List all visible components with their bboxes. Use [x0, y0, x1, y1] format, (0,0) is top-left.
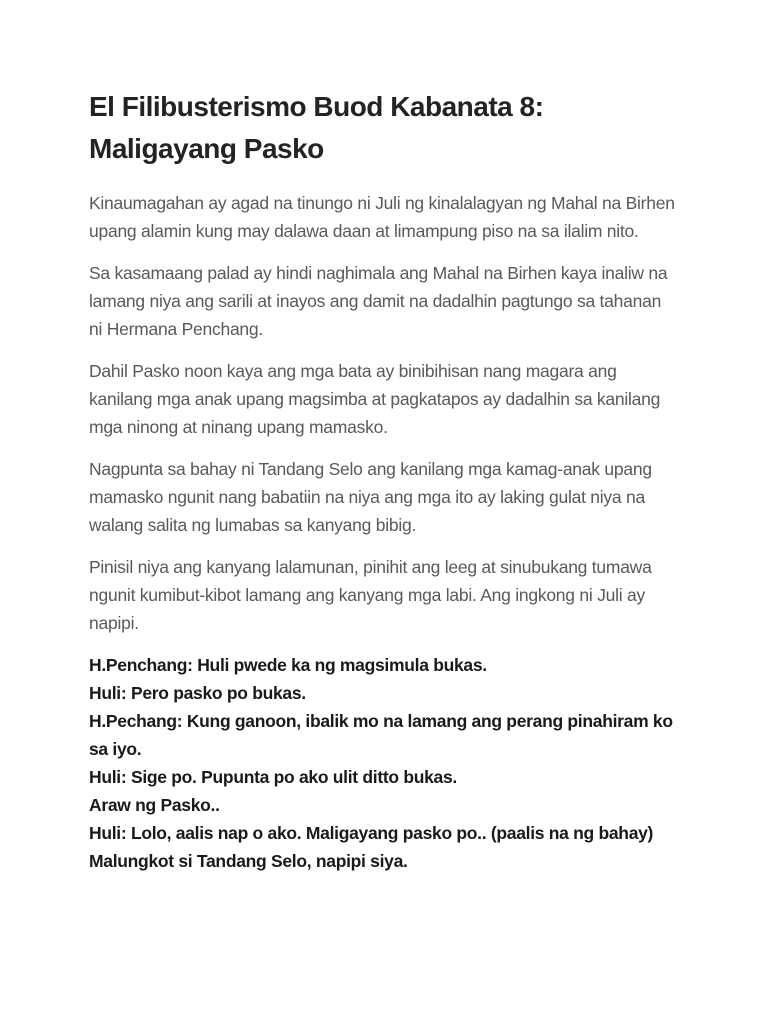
document-title-line-1: El Filibusterismo Buod Kabanata 8: — [89, 91, 544, 122]
document-title — [89, 86, 698, 170]
paragraph-5-line-2: ngunit kumibut-kibot lamang ang kanyang mga labi. Ang ingkong ni Juli ay — [89, 585, 645, 605]
dialogue-line-3: H.Pechang: Kung ganoon, ibalik mo na lamang ang perang pinahiram ko — [89, 711, 673, 731]
dialogue-line-4: sa iyo. — [89, 739, 142, 759]
paragraph-4-line-3: walang salita ng lumabas sa kanyang bibig. — [89, 515, 417, 535]
dialogue-line-8: Malungkot si Tandang Selo, napipi siya. — [89, 851, 408, 871]
dialogue-block — [89, 651, 698, 875]
dialogue-line-7: Huli: Lolo, aalis nap o ako. Maligayang pasko po.. (paalis na ng bahay) — [89, 823, 654, 843]
paragraph-5-line-3: napipi. — [89, 613, 139, 633]
document-title-line-2: Maligayang Pasko — [89, 133, 324, 164]
paragraph-2 — [89, 259, 698, 343]
paragraph-5 — [89, 553, 698, 637]
paragraph-5-line-1: Pinisil niya ang kanyang lalamunan, pinihit ang leeg at sinubukang tumawa — [89, 557, 652, 577]
paragraph-1-line-2: upang alamin kung may dalawa daan at limampung piso na sa ilalim nito. — [89, 221, 639, 241]
paragraph-4 — [89, 455, 698, 539]
dialogue-line-1: H.Penchang: Huli pwede ka ng magsimula bukas. — [89, 655, 487, 675]
paragraph-4-line-2: mamasko ngunit nang babatiin na niya ang mga ito ay laking gulat niya na — [89, 487, 645, 507]
dialogue-line-5: Huli: Sige po. Pupunta po ako ulit ditto bukas. — [89, 767, 457, 787]
dialogue-line-2: Huli: Pero pasko po bukas. — [89, 683, 306, 703]
paragraph-1 — [89, 189, 698, 245]
dialogue-line-6: Araw ng Pasko.. — [89, 795, 220, 815]
paragraph-3 — [89, 357, 698, 441]
paragraph-4-line-1: Nagpunta sa bahay ni Tandang Selo ang kanilang mga kamag-anak upang — [89, 459, 652, 479]
paragraph-2-line-1: Sa kasamaang palad ay hindi naghimala ang Mahal na Birhen kaya inaliw na — [89, 263, 668, 283]
paragraph-2-line-2: lamang niya ang sarili at inayos ang damit na dadalhin pagtungo sa tahanan — [89, 291, 662, 311]
paragraph-2-line-3: ni Hermana Penchang. — [89, 319, 263, 339]
paragraph-3-line-3: mga ninong at ninang upang mamasko. — [89, 417, 388, 437]
paragraph-3-line-2: kanilang mga anak upang magsimba at pagkatapos ay dadalhin sa kanilang — [89, 389, 661, 409]
paragraph-3-line-1: Dahil Pasko noon kaya ang mga bata ay binibihisan nang magara ang — [89, 361, 617, 381]
paragraph-1-line-1: Kinaumagahan ay agad na tinungo ni Juli ng kinalalagyan ng Mahal na Birhen — [89, 193, 675, 213]
